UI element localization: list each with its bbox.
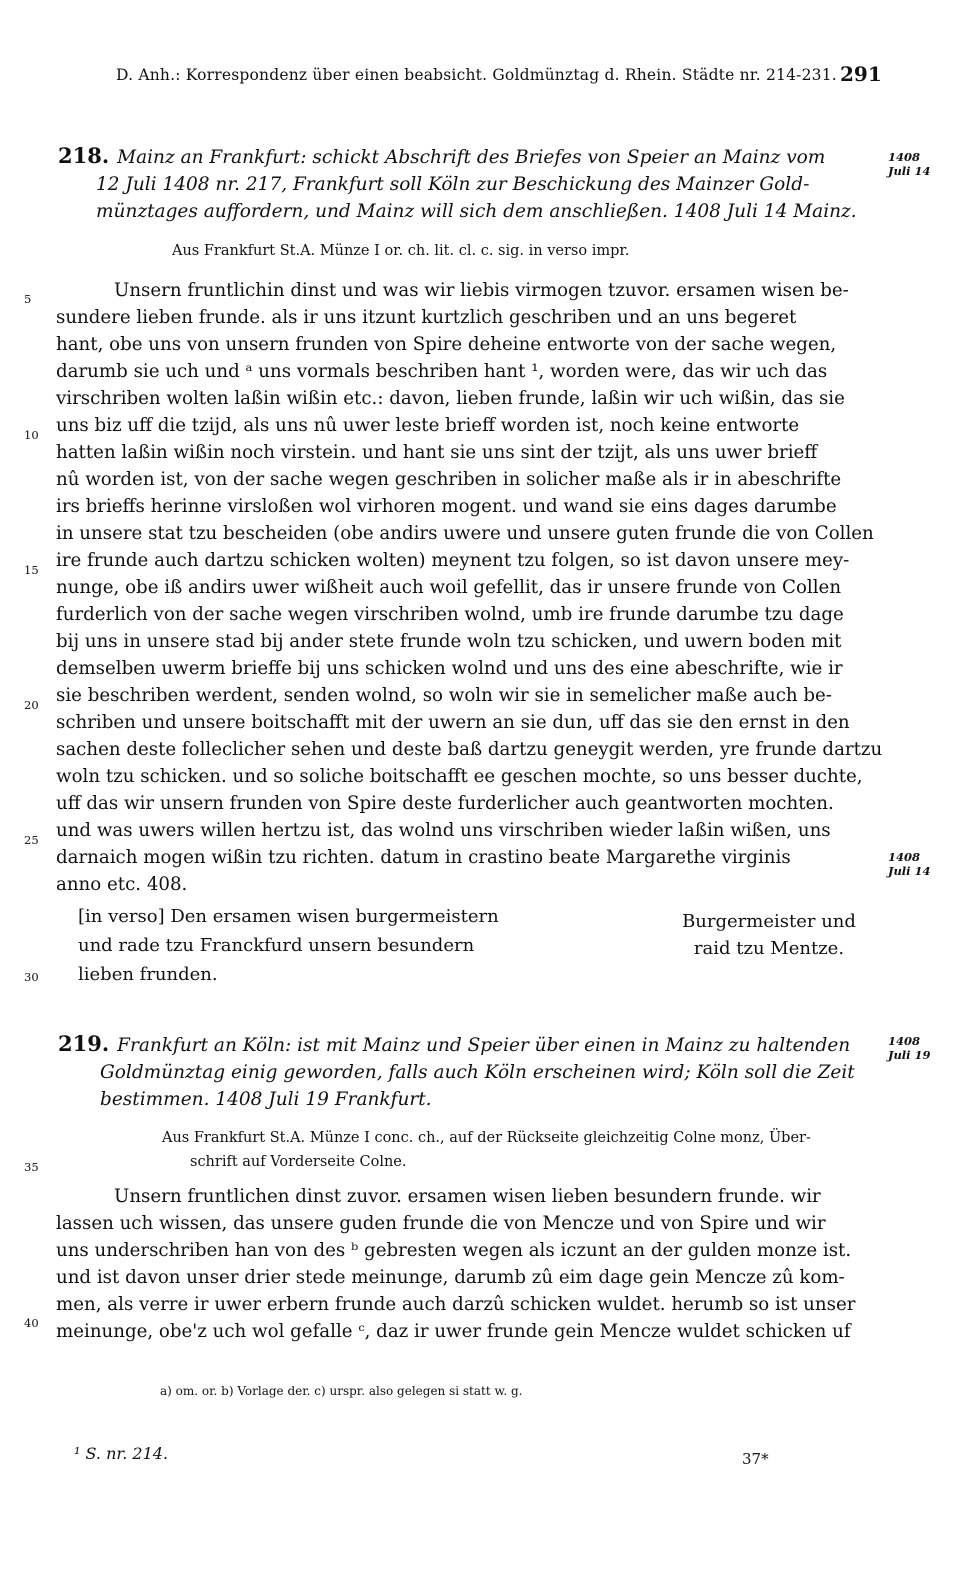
body-line: lassen uch wissen, das unsere guden frunde die von Mencze und von Spire und wir [56, 1213, 826, 1234]
body-line: uns biz uff die tzijd, als uns nû uwer leste brieff worden ist, noch keine entworte [56, 415, 800, 436]
entry-219-margin-date: 1408 Juli 19 [888, 1034, 931, 1062]
body-line: sie beschriben werdent, senden wolnd, so woln wir sie in semelicher maße auch be- [56, 685, 832, 706]
body-line: darnaich mogen wißin tzu richten. datum in crastino beate Margarethe virginis [56, 847, 791, 868]
entry-219-head-line-3: bestimmen. 1408 Juli 19 Frankfurt. [100, 1089, 432, 1110]
body-line: Unsern fruntlichin dinst und was wir liebis virmogen tzuvor. ersamen wisen be- [114, 280, 849, 301]
entry-218-heading [58, 142, 888, 225]
address-line: [in verso] Den ersamen wisen burgermeistern [78, 906, 499, 927]
entry-219-heading [58, 1030, 888, 1113]
body-line: hatten laßin wißin noch virstein. und hant sie uns sint der tzijt, als uns uwer brieff [56, 442, 818, 463]
footnote-reference: ¹ S. nr. 214. [74, 1444, 169, 1463]
body-line: ire frunde auch dartzu schicken wolten) meynent tzu folgen, so ist davon unsere mey- [56, 550, 850, 571]
body-line: anno etc. 408. [56, 874, 188, 895]
entry-219-source: Aus Frankfurt St.A. Münze I conc. ch., auf der Rückseite gleichzeitig Colne monz, Über- schrift auf Vorderseite Colne. [162, 1130, 811, 1170]
body-line: meinunge, obe'z uch wol gefalle ᶜ, daz ir uwer frunde gein Mencze wuldet schicken uf [56, 1321, 851, 1342]
entry-218-date-margin: 1408 Juli 14 [888, 850, 931, 878]
line-number: 40 [24, 1316, 39, 1330]
body-line: hant, obe uns von unsern frunden von Spire deheine entworte von der sache wegen, [56, 334, 837, 355]
entry-218-signature: Burgermeister und raid tzu Mentze. [682, 911, 856, 959]
address-line: und rade tzu Franckfurd unsern besundern [78, 935, 475, 956]
line-number: 15 [24, 563, 39, 577]
entry-218-head-line-1: 218. Mainz an Frankfurt: schickt Abschrift des Briefes von Speier an Mainz vom [58, 143, 826, 168]
body-line: bij uns in unsere stad bij ander stete frunde woln tzu schicken, und uwern boden mit [56, 631, 842, 652]
entry-218-number: 218. [58, 143, 110, 168]
signature-mark: 37* [742, 1450, 769, 1468]
line-number: 35 [24, 1160, 39, 1174]
body-line: woln tzu schicken. und so soliche boitschafft ee geschen mochte, so uns besser duchte, [56, 766, 863, 787]
body-line: in unsere stat tzu bescheiden (obe andirs uwere und unsere guten frunde die von Collen [56, 523, 874, 544]
running-title: D. Anh.: Korrespondenz über einen beabsicht. Goldmünztag d. Rhein. Städte nr. 214-231. [116, 66, 837, 84]
body-line: furderlich von der sache wegen virschriben wolnd, umb ire frunde darumbe tzu dage [56, 604, 844, 625]
body-line: irs brieffs herinne virsloßen wol virhoren mogent. und wand sie eins dages darumbe [56, 496, 837, 517]
body-line: und was uwers willen hertzu ist, das wolnd uns virschriben wieder laßin wißen, uns [56, 820, 831, 841]
line-number: 10 [24, 428, 39, 442]
address-line: lieben frunden. [78, 964, 218, 985]
line-number: 20 [24, 698, 39, 712]
body-line: demselben uwerm brieffe bij uns schicken wolnd und uns des eine abeschrifte, wie ir [56, 658, 843, 679]
entry-218-head-line-3: münztages auffordern, und Mainz will sich dem anschließen. 1408 Juli 14 Mainz. [96, 201, 857, 222]
body-line: und ist davon unser drier stede meinunge, darumb zû eim dage gein Mencze zû kom- [56, 1267, 845, 1288]
body-line: virschriben wolten laßin wißin etc.: davon, lieben frunde, laßin wir uch wißin, das sie [56, 388, 845, 409]
entry-218-source: Aus Frankfurt St.A. Münze I or. ch. lit. cl. c. sig. in verso impr. [172, 243, 630, 259]
body-line: uff das wir unsern frunden von Spire deste furderlicher auch geantworten mochten. [56, 793, 834, 814]
body-line: Unsern fruntlichen dinst zuvor. ersamen wisen lieben besundern frunde. wir [114, 1186, 821, 1207]
body-line: nunge, obe iß andirs uwer wißheit auch woil gefellit, das ir unsere frunde von Collen [56, 577, 842, 598]
variant-footnotes: a) om. or. b) Vorlage der. c) urspr. also gelegen si statt w. g. [160, 1384, 523, 1398]
line-number: 25 [24, 833, 39, 847]
entry-219-number: 219. [58, 1031, 110, 1056]
body-line: men, als verre ir uwer erbern frunde auch darzû schicken wuldet. herumb so ist unser [56, 1294, 856, 1315]
entry-218-head-line-2: 12 Juli 1408 nr. 217, Frankfurt soll Köln zur Beschickung des Mainzer Gold- [96, 174, 810, 195]
entry-218-address [78, 902, 499, 989]
body-line: nû worden ist, von der sache wegen geschriben in solicher maße als ir in abeschrifte [56, 469, 842, 490]
line-number: 30 [24, 970, 39, 984]
body-line: darumb sie uch und ᵃ uns vormals beschriben hant ¹, worden were, das wir uch das [56, 361, 828, 382]
line-number: 5 [24, 292, 32, 306]
entry-219-head-line-2: Goldmünztag einig geworden, falls auch Köln erscheinen wird; Köln soll die Zeit [100, 1062, 855, 1083]
body-line: uns underschriben han von des ᵇ gebresten wegen als iczunt an der gulden monze ist. [56, 1240, 852, 1261]
page-number: 291 [840, 62, 882, 86]
body-line: sundere lieben frunde. als ir uns itzunt kurtzlich geschriben und an uns begeret [56, 307, 797, 328]
entry-219-head-line-1: 219. Frankfurt an Köln: ist mit Mainz und Speier über einen in Mainz zu haltenden [58, 1031, 851, 1056]
entry-218-margin-date: 1408 Juli 14 [888, 150, 931, 178]
body-line: schriben und unsere boitschafft mit der uwern an sie dun, uff das sie den ernst in den [56, 712, 850, 733]
body-line: sachen deste folleclicher sehen und deste baß dartzu geneygit werden, yre frunde dartzu [56, 739, 883, 760]
